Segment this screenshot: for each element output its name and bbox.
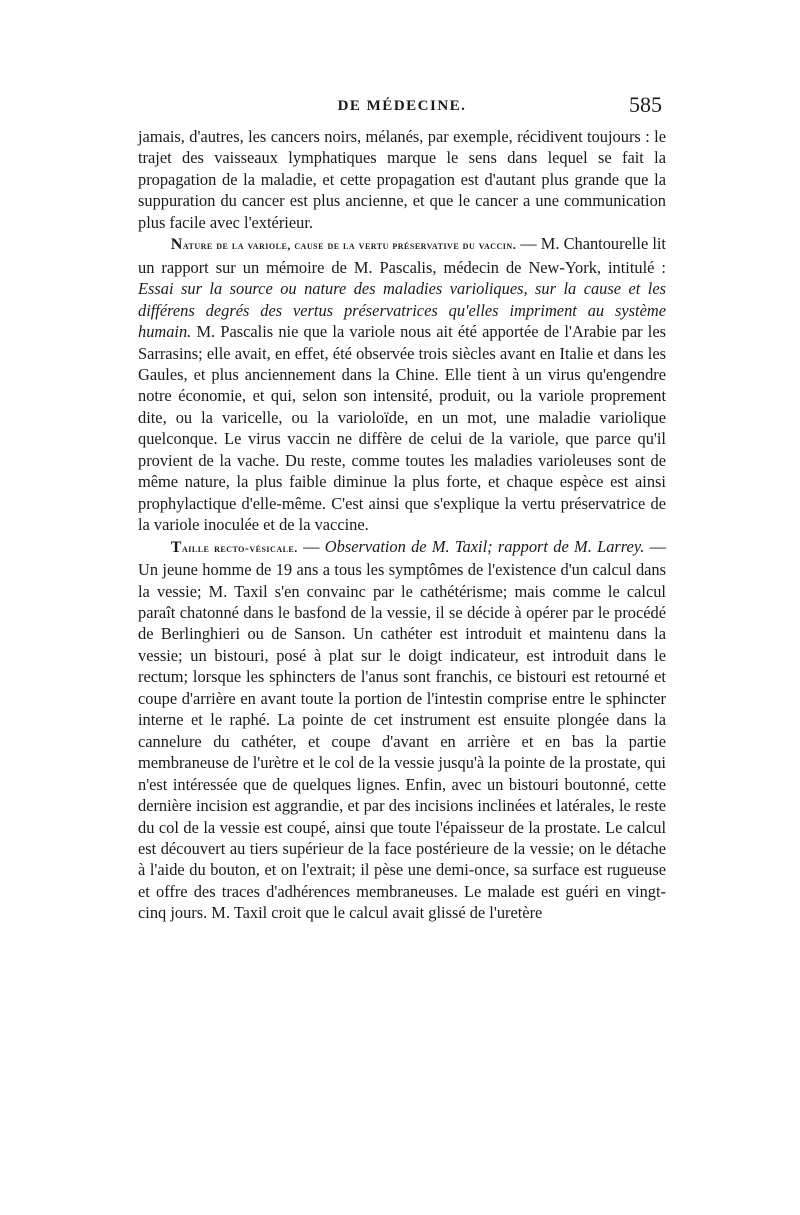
observation-title: Observation de M. Taxil; rapport de M. Larrey. <box>324 536 645 556</box>
body-text <box>138 126 666 924</box>
paragraph-taille: Taille recto-vésicale. — Observation de M. Taxil; rapport de M. Larrey. — Un jeune homme de 19 ans a tous les symptômes de l'existence d'un calcul dans la vessie; M. Taxil s'en convainc par le cathétérisme; mais comme le calcul paraît chatonné dans le basfond de la vessie, il se décide à opérer par le procédé de Berlinghieri ou de Sanson. Un cathéter est introduit et maintenu dans la vessie; un bistouri, posé à plat sur le doigt indicateur, est introduit dans le rectum; lorsque les sphincters de l'anus sont franchis, ce bistouri est retourné et coupe d'arrière en avant toute la portion de l'intestin comprise entre le sphincter interne et le raphé. La pointe de cet instrument est ensuite plongée dans la cannelure du cathéter, et coupe d'avant en arrière et en bas la partie membraneuse de l'urètre et le col de la vessie jusqu'à la pointe de la prostate, qui n'est intéressée que de quelques lignes. Enfin, avec un bistouri boutonné, cette dernière incision est aggrandie, et par des incisions inclinées et latérales, le reste du col de la vessie est coupé, ainsi que toute l'épaisseur de la prostate. Le calcul est découvert au tiers supérieur de la face postérieure de la vessie; on le détache à l'aide du bouton, et on l'extrait; il pèse une demi-once, sa surface est rugueuse et offre des traces d'adhérences membraneuses. Le malade est guéri en vingt-cinq jours. M. Taxil croit que le calcul avait glissé de l'uretère <box>138 536 666 923</box>
section-heading-variole: Nature de la variole, cause de la vertu préservative du vaccin. <box>170 236 517 254</box>
memoir-title: Essai sur la source ou nature des maladies varioliques, sur la cause et les différens degrés des vertus préservatrices qu'elles impriment au système humain. <box>138 279 666 342</box>
paragraph-cancer: jamais, d'autres, les cancers noirs, mélanés, par exemple, récidivent toujours : le trajet des vaisseaux lymphatiques marque le sens dans lequel se fait la propagation de la maladie, et cette propagation est d'autant plus grande que la suppuration du cancer est plus ancienne, et que le cancer a une communication plus facile avec l'extérieur. <box>138 127 666 232</box>
page-number: 585 <box>629 92 662 117</box>
section-heading-taille: Taille recto-vésicale. <box>170 538 298 556</box>
running-title: DE MÉDECINE. <box>337 98 467 114</box>
book-page <box>138 92 666 924</box>
running-head <box>138 92 666 122</box>
paragraph-variole: Nature de la variole, cause de la vertu préservative du vaccin. — M. Chantourelle lit un rapport sur un mémoire de M. Pascalis, médecin de New-York, intitulé : Essai sur la source ou nature des maladies varioliques, sur la cause et les différens degrés des vertus préservatrices qu'elles impriment au système humain. M. Pascalis nie que la variole nous ait été apportée de l'Arabie par les Sarrasins; elle avait, en effet, été observée trois siècles avant en Italie et dans les Gaules, et plus anciennement dans la Chine. Elle tient à un virus qu'engendre notre économie, et qui, selon son intensité, produit, ou la variole proprement dite, ou la varicelle, ou la varioloïde, en un mot, une maladie variolique quelconque. Le virus vaccin ne diffère de celui de la variole, que parce qu'il provient de la vache. Du reste, comme toutes les maladies varioleuses sont de même nature, la plus faible diminue la plus forte, et chaque espèce est ainsi prophylactique d'elle-même. C'est ainsi que s'explique la vertu préservatrice de la variole inoculée et de la vaccine. <box>138 234 666 535</box>
